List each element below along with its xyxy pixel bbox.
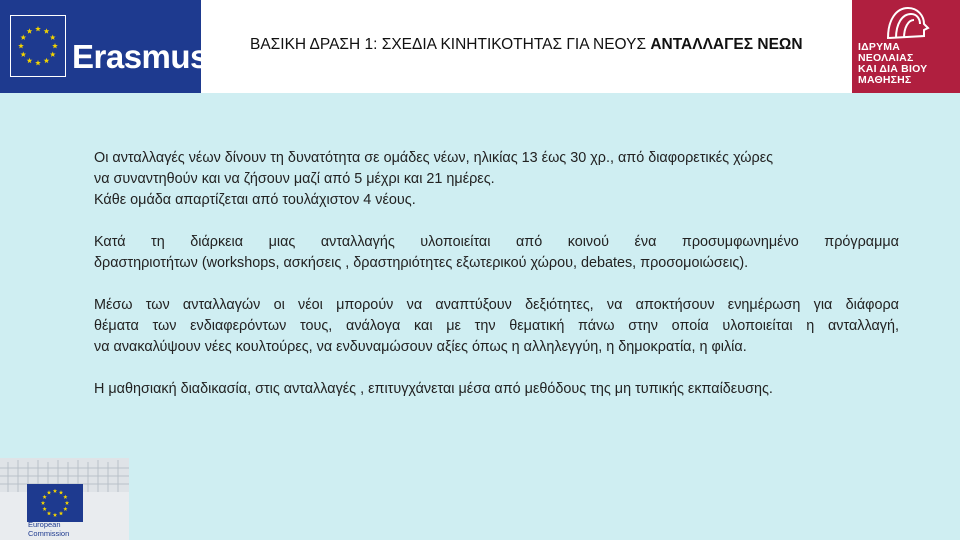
inedivim-line: ΜΑΘΗΣΗΣ [858,74,912,86]
text-line: να συναντηθούν και να ζήσουν μαζί από 5 μέχρι και 21 ημέρες. [94,171,495,187]
paragraph-benefits [94,295,899,358]
paragraph-program [94,232,899,274]
eu-star [42,495,46,499]
text-line: θέματα των ενδιαφερόντων τους, ανάλογα και με την θεματική πάνω στην οποία υλοποιείται η ανταλλαγή, [94,318,899,334]
inedivim-line: ΝΕΟΛΑΙΑΣ [858,52,914,64]
eu-star [41,501,45,505]
text-line: Μέσω των ανταλλαγών οι νέοι μπορούν να αναπτύξουν δεξιότητες, να αποκτήσουν ενημέρωση για διάφορα [94,297,899,313]
eu-star [42,507,46,511]
page-title [250,36,803,54]
eu-star [27,58,33,63]
eu-star [63,495,67,499]
european-commission-logo [0,458,129,540]
eu-flag-icon [10,15,66,77]
eu-star [44,28,50,33]
eu-star [44,58,50,63]
erasmus-logo [0,0,227,93]
text-line: Κατά τη διάρκεια μιας ανταλλαγής υλοποιείται από κοινού ένα προσυμφωνημένο πρόγραμμα [94,234,899,250]
eu-star [65,501,69,505]
paragraph-learning [94,379,899,400]
ec-line: European [28,520,61,529]
inedivim-logo [852,0,960,93]
title-prefix: ΒΑΣΙΚΗ ΔΡΑΣΗ 1: ΣΧΕΔΙΑ ΚΙΝΗΤΙΚΟΤΗΤΑΣ ΓΙΑ ΝΕΟΥΣ [250,36,647,53]
text-line: Κάθε ομάδα απαρτίζεται από τουλάχιστον 4 νέους. [94,192,416,208]
erasmus-wordmark: Erasmus+ [72,38,227,75]
eu-star [53,513,57,517]
eu-star [53,489,57,493]
eu-star [20,52,26,57]
slide-body [94,148,899,421]
inedivim-name [858,42,958,86]
text-line: δραστηριοτήτων (workshops, ασκήσεις , δραστηριότητες εξωτερικού χώρου, debates, προσομοιώσεις). [94,255,749,271]
eu-star [63,507,67,511]
eu-star [20,35,26,40]
eu-star [59,511,63,515]
text-line: Η μαθησιακή διαδικασία, στις ανταλλαγές , επιτυγχάνεται μέσα από μεθόδους της μη τυπικής εκπαίδευσης. [94,381,773,397]
eu-star [35,60,41,65]
eu-star [27,28,33,33]
eu-star [35,26,41,31]
text-line: Οι ανταλλαγές νέων δίνουν τη δυνατότητα σε ομάδες νέων, ηλικίας 13 έως 30 χρ., από διαφορετικές χώρες [94,150,774,166]
header-bar [0,0,960,93]
eu-flag-icon [27,484,83,522]
eu-star [50,35,56,40]
eu-star [50,52,56,57]
text-line: να ανακαλύψουν νέες κουλτούρες, να ενδυναμώσουν αξίες όπως η αλληλεγγύη, η δημοκρατία, η φιλία. [94,339,747,355]
inedivim-line: ΚΑΙ ΔΙΑ ΒΙΟΥ [858,63,928,75]
eu-star [59,490,63,494]
eu-star [52,43,58,48]
ec-name [28,521,69,538]
eu-star [18,43,24,48]
ec-line: Commission [28,528,70,538]
paragraph-intro [94,148,899,211]
eu-star [47,490,51,494]
inedivim-line: ΙΔΡΥΜΑ [858,41,901,53]
heads-logo-icon [882,2,930,40]
eu-star [47,511,51,515]
title-emphasis: ΑΝΤΑΛΛΑΓΕΣ ΝΕΩΝ [650,36,803,53]
